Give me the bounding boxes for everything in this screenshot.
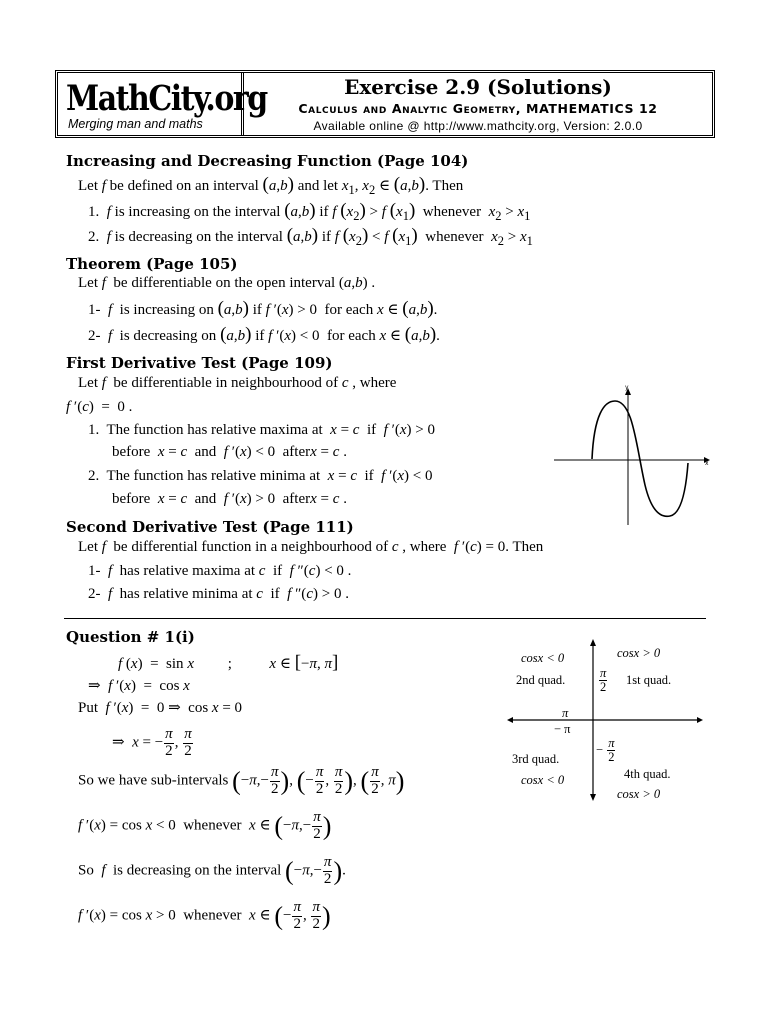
second-intro: Let f be differential function in a neighbourhood of c , where f ′(c) = 0. Then [78, 539, 544, 555]
quadrant-right-arrow [697, 717, 703, 723]
q-subintervals: So we have sub-intervals (−π,− $\frac{\pi}{2}$ ), (− $\frac{\pi}{2}$ , $\frac{\pi}{2}$ ), ( $\frac{\pi}{2}$ , π) [78, 764, 405, 797]
book-title: Calculus and Analytic Geometry, MATHEMATICS 12 [298, 101, 658, 116]
site-logo: MathCity.org [66, 79, 267, 120]
theorem-item-2: 2- f is decreasing on (a,b) if f ′(x) < 0 for each x ∈ (a,b). [88, 324, 440, 345]
first-item-2-cont: before x = c and f ′(x) > 0 afterx = c . [112, 491, 347, 507]
q4-label: 4th quad. [624, 767, 671, 781]
q-cos-positive: f ′(x) = cos x > 0 whenever x ∈ (− $\frac{\pi}{2}$ , $\frac{\pi}{2}$ ) [78, 899, 331, 932]
sine-graph [548, 385, 713, 530]
brand-box [58, 73, 267, 135]
q1-sign: cosx > 0 [617, 646, 661, 660]
sine-curve [592, 401, 688, 516]
heading-theorem: Theorem (Page 105) [66, 255, 238, 273]
heading-question: Question # 1(i) [66, 628, 195, 646]
graph-y-label: y [625, 385, 629, 391]
second-item-1: 1- f has relative maxima at c if f ″(c) < 0 . [88, 563, 352, 579]
pi-label: π [562, 706, 569, 720]
theorem-intro: Let f be differentiable on the open interval (a,b) . [78, 275, 376, 291]
header-box [55, 70, 715, 138]
q3-label: 3rd quad. [512, 752, 560, 766]
theorem-item-1: 1- f is increasing on (a,b) if f ′(x) > 0 for each x ∈ (a,b). [88, 298, 438, 319]
exercise-title: Exercise 2.9 (Solutions) [344, 75, 612, 99]
q-put: Put f ′(x) = 0 ⇒ cos x = 0 [78, 700, 243, 716]
availability-note: Available online @ http://www.mathcity.org, Version: 2.0.0 [313, 119, 643, 133]
site-slogan: Merging man and maths [68, 117, 203, 131]
inc-dec-intro: Let f be defined on an interval (a,b) and let $x_1$, $x_2$ ∈ (a,b). Then [78, 174, 464, 197]
q-cos-negative: f ′(x) = cos x < 0 whenever x ∈ (−π,− $\frac{\pi}{2}$ ) [78, 809, 332, 842]
q-derivative: ⇒ f ′(x) = cos x [88, 678, 190, 694]
minus-pi-label: − π [554, 722, 571, 736]
quadrant-up-arrow [590, 639, 596, 646]
inc-dec-item-2: 2. f is decreasing on the interval (a,b) if f $(x_2) < f$ $(x_1)$ whenever $x_2 > x_1$ [88, 225, 533, 248]
quadrant-left-arrow [507, 717, 513, 723]
first-item-1: 1. The function has relative maxima at x = c if f ′(x) > 0 [88, 422, 435, 438]
section-divider [64, 618, 706, 619]
quadrant-down-arrow [590, 794, 596, 801]
q-roots: ⇒ x = − $\frac{\pi}{2}$ , $\frac{\pi}{2}$ [112, 726, 192, 759]
second-item-2: 2- f has relative minima at c if f ″(c) > 0 . [88, 586, 349, 602]
first-item-1-cont: before x = c and f ′(x) < 0 afterx = c . [112, 444, 347, 460]
q1-label: 1st quad. [626, 673, 672, 687]
q3-sign: cosx < 0 [521, 773, 565, 787]
neg-half-pi-label: − $\frac{\pi}{2}$ [596, 736, 615, 765]
heading-first-derivative: First Derivative Test (Page 109) [66, 354, 333, 372]
heading-inc-dec: Increasing and Decreasing Function (Page 104) [66, 152, 469, 170]
graph-x-label: x [705, 460, 709, 467]
first-item-2: 2. The function has relative minima at x = c if f ′(x) < 0 [88, 468, 433, 484]
inc-dec-item-1: 1. f is increasing on the interval (a,b) if f $(x_2) > f$ $(x_1)$ whenever $x_2 > x_1$ [88, 200, 531, 223]
q-function: f (x) = sin x ; x ∈ [−π, π] [118, 652, 339, 673]
q4-sign: cosx > 0 [617, 787, 661, 801]
half-pi-label: $\frac{\pi}{2}$ [600, 666, 607, 695]
first-intro-cont: f ′(c) = 0 . [66, 399, 133, 415]
q2-sign: cosx < 0 [521, 651, 565, 665]
first-intro: Let f be differentiable in neighbourhood of c , where [78, 375, 397, 391]
q2-label: 2nd quad. [516, 673, 566, 687]
q-decreasing: So f is decreasing on the interval (−π,− $\frac{\pi}{2}$ ). [78, 854, 346, 887]
heading-second-derivative: Second Derivative Test (Page 111) [66, 518, 354, 536]
